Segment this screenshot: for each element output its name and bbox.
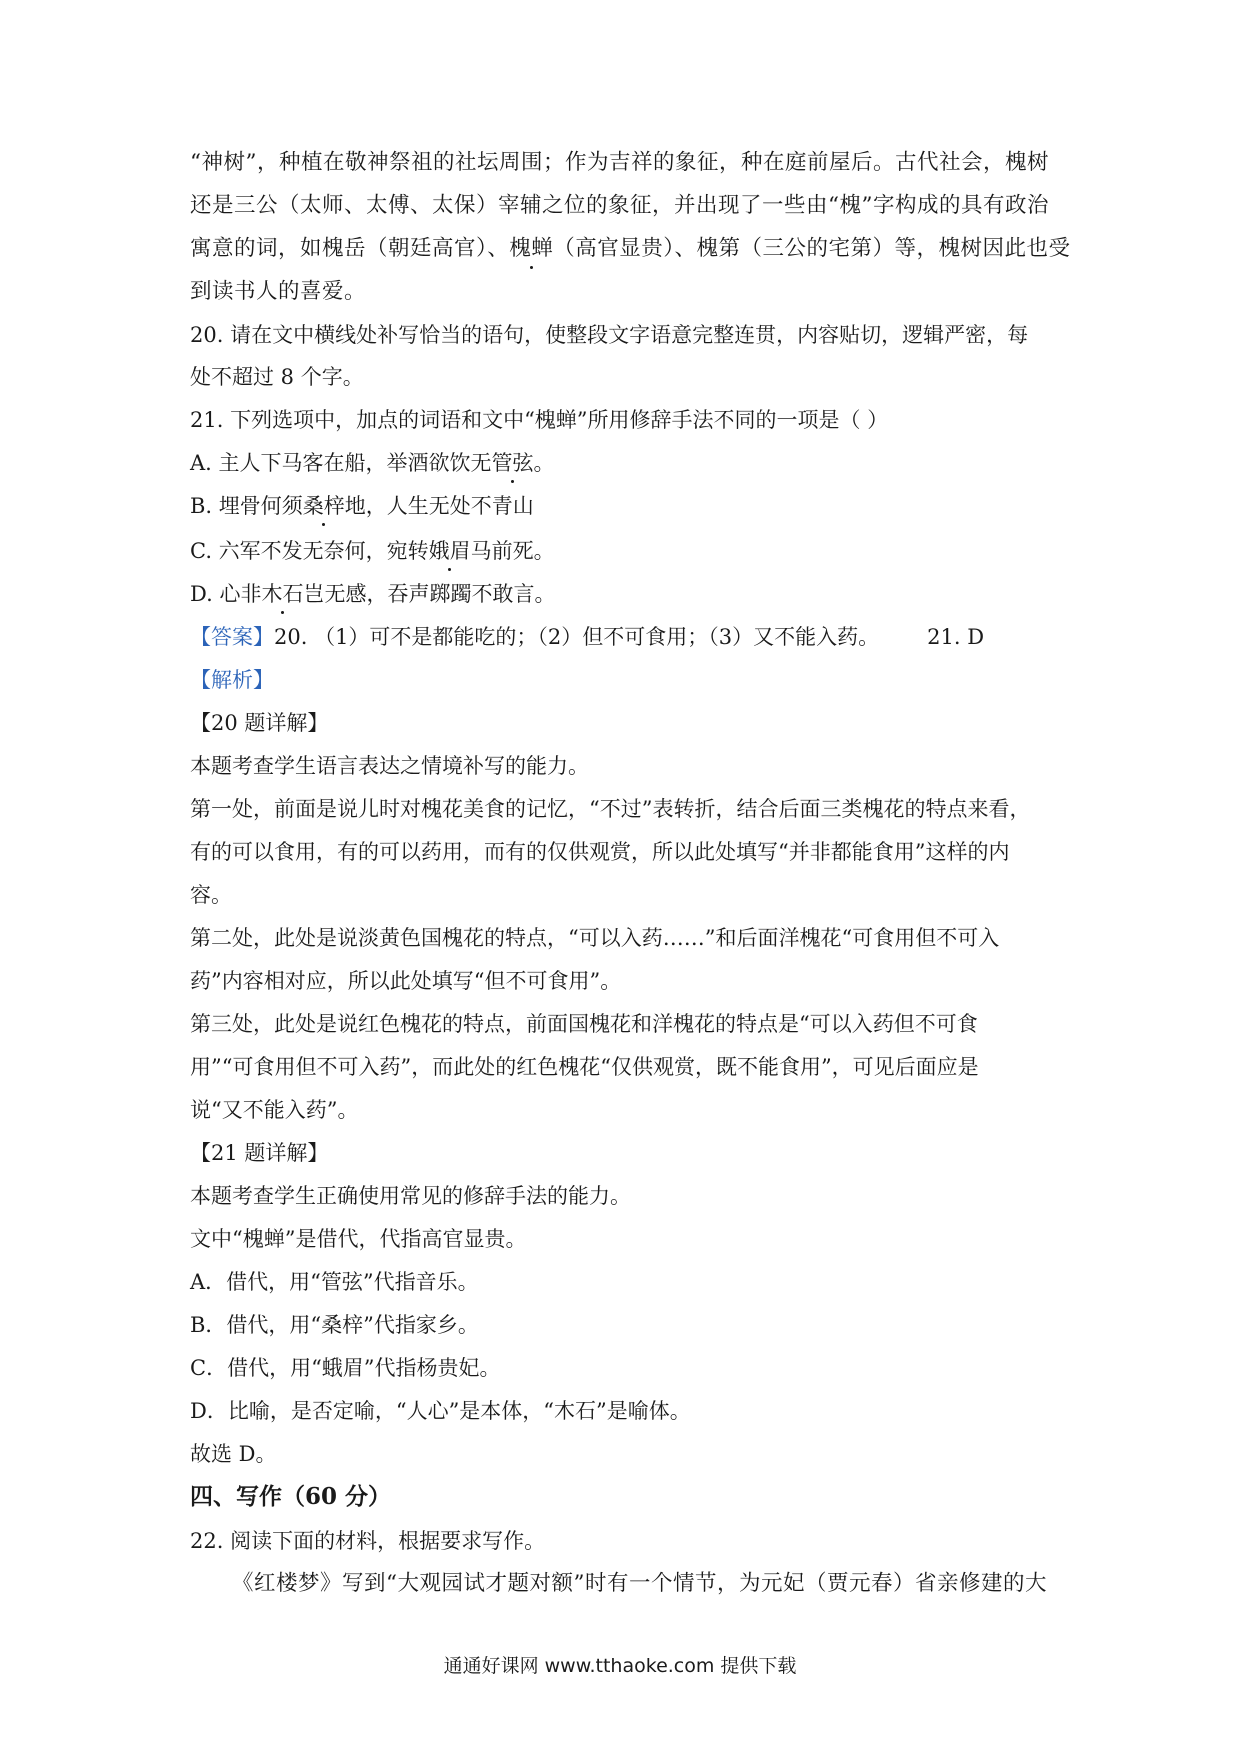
answer-q21: 21. D (927, 625, 985, 649)
q20-line-1: 20. 请在文中横线处补写恰当的语句，使整段文字语意完整连贯，内容贴切，逻辑严密，每 (190, 323, 1029, 347)
option-a: A. 主人下马客在船，举酒欲饮无管弦。 (190, 448, 1060, 478)
detail20-line-7: 第三处，此处是说红色槐花的特点，前面国槐花和洋槐花的特点是“可以入药但不可食 (190, 1012, 978, 1036)
passage-line-3-a: 寓意的词，如槐岳（朝廷高官）、 (190, 236, 510, 261)
detail20-line-1: 本题考查学生语言表达之情境补写的能力。 (190, 754, 589, 778)
option-a-dotted: 管弦 (492, 448, 534, 478)
q22-stem: 22. 阅读下面的材料，根据要求写作。 (190, 1529, 546, 1553)
detail21-line-7: 故选 D。 (190, 1442, 277, 1466)
option-b-dotted: 桑梓 (303, 491, 345, 521)
analysis-tag: 【解析】 (190, 668, 274, 692)
footer-download-note: 通通好课网 www.tthaoke.com 提供下载 (443, 1655, 797, 1677)
q21-stem: 21. 下列选项中，加点的词语和文中“槐蝉”所用修辞手法不同的一项是（ ） (190, 408, 889, 432)
passage-line-3 (190, 234, 1071, 264)
detail20-line-9: 说“又不能入药”。 (190, 1098, 359, 1122)
option-c-dotted: 娥眉 (429, 536, 471, 566)
answer-line (190, 622, 1060, 652)
option-b: B. 埋骨何须桑梓地，人生无处不青山 (190, 491, 1060, 521)
detail20-line-5: 第二处，此处是说淡黄色国槐花的特点，“可以入药……”和后面洋槐花“可食用但不可入 (190, 926, 1000, 950)
detail21-line-4: B．借代，用“桑梓”代指家乡。 (190, 1313, 479, 1337)
detail20-line-6: 药”内容相对应，所以此处填写“但不可食用”。 (190, 969, 622, 993)
detail20-line-2: 第一处，前面是说儿时对槐花美食的记忆，“不过”表转折，结合后面三类槐花的特点来看， (190, 797, 1031, 821)
detail21-line-1: 本题考查学生正确使用常见的修辞手法的能力。 (190, 1184, 631, 1208)
detail20-line-3: 有的可以食用，有的可以药用，而有的仅供观赏，所以此处填写“并非都能食用”这样的内 (190, 840, 1010, 864)
section4-heading: 四、写作（60 分） (190, 1483, 392, 1510)
detail21-title: 【21 题详解】 (190, 1141, 329, 1165)
detail20-line-8: 用”“可食用但不可入药”，而此处的红色槐花“仅供观赏，既不能食用”，可见后面应是 (190, 1055, 979, 1079)
material-line-1: 《红楼梦》写到“大观园试才题对额”时有一个情节，为元妃（贾元春）省亲修建的大 (232, 1571, 1047, 1596)
answer-tag: 【答案】 (190, 625, 274, 649)
passage-line-2: 还是三公（太师、太傅、太保）宰辅之位的象征，并出现了一些由“槐”字构成的具有政治 (190, 193, 1049, 218)
passage-line-3-b: （高官显贵）、槐第（三公的宅第）等，槐树因此也受 (553, 236, 1071, 261)
detail21-line-2: 文中“槐蝉”是借代，代指高官显贵。 (190, 1227, 527, 1251)
detail20-line-4: 容。 (190, 883, 232, 907)
option-c: C. 六军不发无奈何，宛转娥眉马前死。 (190, 536, 1060, 566)
option-d: D. 心非木石岂无感，吞声踯躅不敢言。 (190, 579, 1060, 609)
detail21-line-6: D．比喻，是否定喻，“人心”是本体，“木石”是喻体。 (190, 1399, 691, 1423)
detail21-line-5: C．借代，用“蛾眉”代指杨贵妃。 (190, 1356, 501, 1380)
passage-line-1: “神树”，种植在敬神祭祖的社坛周围；作为吉祥的象征，种在庭前屋后。古代社会，槐树 (190, 150, 1049, 175)
passage-line-4: 到读书人的喜爱。 (190, 279, 367, 304)
answer-q20: 20. （1）可不是都能吃的；（2）但不可食用；（3）又不能入药。 (274, 625, 880, 649)
option-d-dotted: 木石 (261, 579, 303, 609)
q20-line-2: 处不超过 8 个字。 (190, 365, 364, 389)
detail20-title: 【20 题详解】 (190, 711, 329, 735)
dotted-word-huaichan: 槐蝉 (509, 234, 553, 264)
detail21-line-3: A．借代，用“管弦”代指音乐。 (190, 1270, 479, 1294)
